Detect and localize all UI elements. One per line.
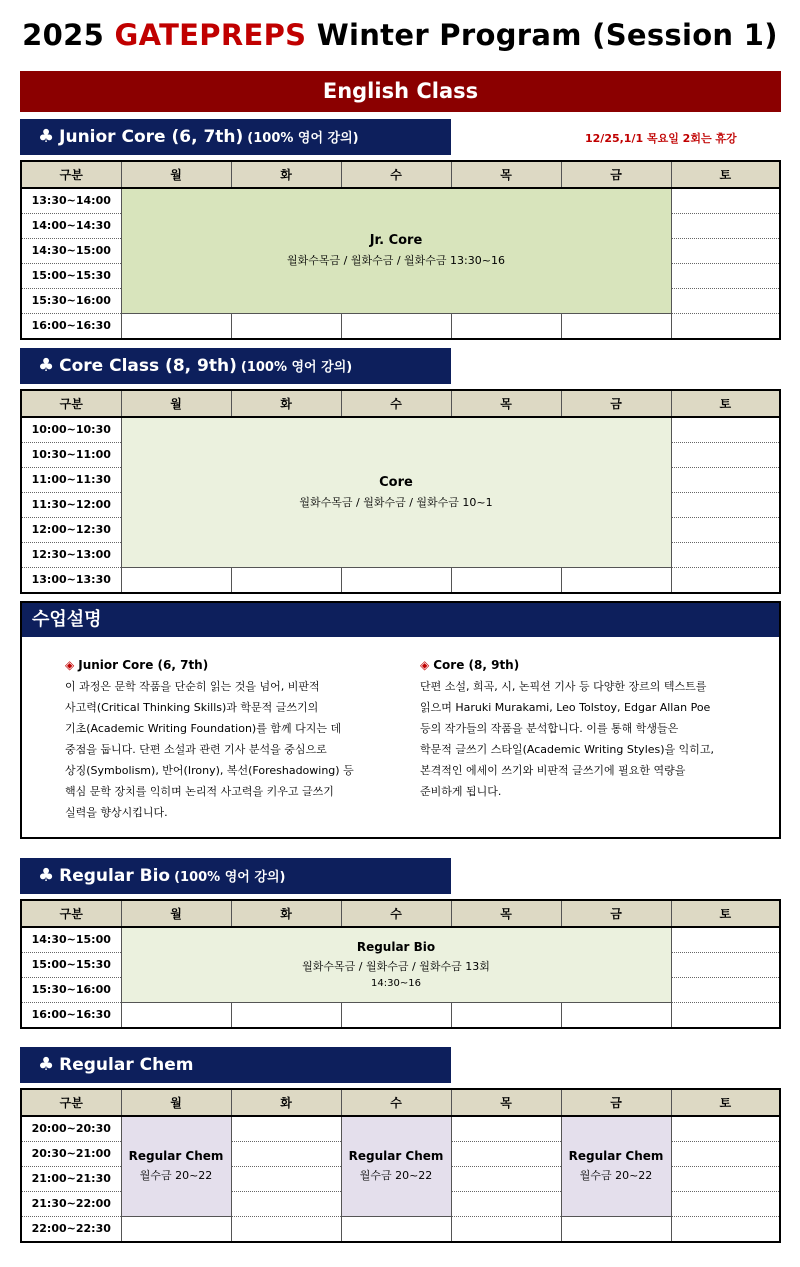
schedule-cell xyxy=(451,1002,561,1027)
time-cell: 22:00~22:30 xyxy=(22,1216,121,1241)
schedule-cell xyxy=(561,313,671,338)
header-cell: 수 xyxy=(341,391,451,417)
schedule-cell xyxy=(341,1002,451,1027)
schedule-cell xyxy=(231,313,341,338)
core-class-schedule xyxy=(20,389,781,594)
header-cell: 토 xyxy=(671,901,779,927)
schedule-cell xyxy=(671,213,779,238)
schedule-cell xyxy=(231,1116,341,1141)
header-cell: 수 xyxy=(341,1090,451,1116)
schedule-cell xyxy=(671,567,779,592)
header-cell: 구분 xyxy=(22,901,121,927)
time-cell: 14:00~14:30 xyxy=(22,213,121,238)
header-cell: 수 xyxy=(341,901,451,927)
chem-block-mon: Regular Chem 월수금 20~22 xyxy=(121,1116,231,1216)
time-cell: 15:30~16:00 xyxy=(22,977,121,1002)
regular-chem-schedule xyxy=(20,1088,781,1243)
time-cell: 11:00~11:30 xyxy=(22,467,121,492)
schedule-cell xyxy=(561,1216,671,1241)
schedule-cell xyxy=(451,567,561,592)
junior-core-heading: ♣ Junior Core (6, 7th) (100% 영어 강의) xyxy=(20,119,451,155)
schedule-cell xyxy=(341,567,451,592)
schedule-cell xyxy=(671,542,779,567)
brand-name: GATEPREPS xyxy=(114,18,307,52)
time-cell: 11:30~12:00 xyxy=(22,492,121,517)
club-icon: ♣ xyxy=(38,355,55,376)
core-description: ◈ Core (8, 9th) 단편 소설, 희곡, 시, 논픽션 기사 등 다양한 장르의 텍스트를 읽으며 Haruki Murakami, Leo Tolstoy, Edgar Allan Poe 등의 작가들의 작품을 분석합니다. 이를 통해 학생들은 학문적 글쓰기 스타일(Academic Writing Styles)을 익히고, 본격적인 에세이 쓰기와 비판적 글쓰기에 필요한 역량을 준비하게 됩니다. xyxy=(420,658,715,798)
time-cell: 15:00~15:30 xyxy=(22,952,121,977)
time-cell: 16:00~16:30 xyxy=(22,313,121,338)
schedule-cell xyxy=(671,927,779,952)
header-cell: 목 xyxy=(451,391,561,417)
time-cell: 10:30~11:00 xyxy=(22,442,121,467)
schedule-cell xyxy=(671,313,779,338)
page-title: 2025 GATEPREPS Winter Program (Session 1) xyxy=(22,18,778,52)
schedule-cell xyxy=(121,567,231,592)
schedule-cell xyxy=(121,1216,231,1241)
schedule-cell xyxy=(451,1116,561,1141)
junior-core-schedule xyxy=(20,160,781,340)
core-class-heading: ♣ Core Class (8, 9th) (100% 영어 강의) xyxy=(20,348,451,384)
club-icon: ♣ xyxy=(38,1054,55,1075)
chem-block-fri: Regular Chem 월수금 20~22 xyxy=(561,1116,671,1216)
schedule-cell xyxy=(231,1191,341,1216)
time-cell: 21:00~21:30 xyxy=(22,1166,121,1191)
header-cell: 토 xyxy=(671,391,779,417)
time-cell: 15:00~15:30 xyxy=(22,263,121,288)
schedule-cell xyxy=(671,417,779,442)
chem-block-wed: Regular Chem 월수금 20~22 xyxy=(341,1116,451,1216)
regular-bio-heading: ♣ Regular Bio (100% 영어 강의) xyxy=(20,858,451,894)
regular-chem-heading: ♣ Regular Chem xyxy=(20,1047,451,1083)
schedule-cell xyxy=(451,313,561,338)
schedule-cell xyxy=(671,467,779,492)
schedule-cell xyxy=(671,1191,779,1216)
jr-core-block: Jr. Core 월화수목금 / 월화수금 / 월화수금 13:30~16 xyxy=(121,188,671,313)
schedule-cell xyxy=(561,1002,671,1027)
schedule-cell xyxy=(671,517,779,542)
header-cell: 월 xyxy=(121,162,231,188)
header-cell: 화 xyxy=(231,901,341,927)
header-cell: 목 xyxy=(451,901,561,927)
schedule-cell xyxy=(671,288,779,313)
schedule-cell xyxy=(671,952,779,977)
header-cell: 토 xyxy=(671,1090,779,1116)
description-heading: 수업설명 xyxy=(22,603,779,637)
schedule-cell xyxy=(671,263,779,288)
header-cell: 토 xyxy=(671,162,779,188)
time-cell: 12:00~12:30 xyxy=(22,517,121,542)
time-cell: 20:00~20:30 xyxy=(22,1116,121,1141)
header-cell: 수 xyxy=(341,162,451,188)
schedule-cell xyxy=(121,313,231,338)
schedule-cell xyxy=(341,313,451,338)
schedule-cell xyxy=(671,1116,779,1141)
header-cell: 금 xyxy=(561,1090,671,1116)
schedule-cell xyxy=(671,238,779,263)
schedule-cell xyxy=(671,1002,779,1027)
regular-bio-block: Regular Bio 월화수목금 / 월화수금 / 월화수금 13회 14:30~16 xyxy=(121,927,671,1002)
schedule-cell xyxy=(451,1166,561,1191)
junior-description: ◈ Junior Core (6, 7th) 이 과정은 문학 작품을 단순히 읽는 것을 넘어, 비판적 사고력(Critical Thinking Skills)과 학문적 글쓰기의 기초(Academic Writing Foundation)를 함께 다지는 데 중점을 둡니다. 단편 소설과 관련 기사 분석을 중심으로 상징(Symbolism), 반어(Irony), 복선(Foreshadowing) 등 핵심 문학 장치를 익히며 논리적 사고력을 키우고 글쓰기 실력을 향상시킵니다. xyxy=(65,658,354,819)
schedule-cell xyxy=(121,1002,231,1027)
schedule-cell xyxy=(231,1216,341,1241)
schedule-cell xyxy=(451,1216,561,1241)
diamond-icon: ◈ xyxy=(420,658,430,672)
schedule-cell xyxy=(231,567,341,592)
header-cell: 목 xyxy=(451,162,561,188)
schedule-cell xyxy=(341,1216,451,1241)
holiday-notice: 12/25,1/1 목요일 2회는 휴강 xyxy=(585,132,737,145)
header-cell: 월 xyxy=(121,391,231,417)
schedule-cell xyxy=(671,188,779,213)
schedule-cell xyxy=(451,1141,561,1166)
time-cell: 10:00~10:30 xyxy=(22,417,121,442)
time-cell: 13:00~13:30 xyxy=(22,567,121,592)
class-description xyxy=(20,601,781,839)
header-cell: 구분 xyxy=(22,1090,121,1116)
schedule-cell xyxy=(561,567,671,592)
time-cell: 21:30~22:00 xyxy=(22,1191,121,1216)
header-cell: 화 xyxy=(231,1090,341,1116)
header-cell: 월 xyxy=(121,1090,231,1116)
schedule-cell xyxy=(671,492,779,517)
diamond-icon: ◈ xyxy=(65,658,75,672)
header-cell: 구분 xyxy=(22,162,121,188)
schedule-cell xyxy=(231,1002,341,1027)
time-cell: 13:30~14:00 xyxy=(22,188,121,213)
header-cell: 목 xyxy=(451,1090,561,1116)
club-icon: ♣ xyxy=(38,865,55,886)
schedule-cell xyxy=(671,1216,779,1241)
core-block: Core 월화수목금 / 월화수금 / 월화수금 10~1 xyxy=(121,417,671,567)
header-cell: 화 xyxy=(231,391,341,417)
schedule-cell xyxy=(231,1166,341,1191)
time-cell: 20:30~21:00 xyxy=(22,1141,121,1166)
time-cell: 14:30~15:00 xyxy=(22,238,121,263)
time-cell: 14:30~15:00 xyxy=(22,927,121,952)
header-cell: 구분 xyxy=(22,391,121,417)
schedule-cell xyxy=(671,1166,779,1191)
schedule-cell xyxy=(671,442,779,467)
time-cell: 15:30~16:00 xyxy=(22,288,121,313)
schedule-cell xyxy=(451,1191,561,1216)
schedule-cell xyxy=(671,1141,779,1166)
schedule-cell xyxy=(671,977,779,1002)
header-cell: 금 xyxy=(561,162,671,188)
header-cell: 화 xyxy=(231,162,341,188)
header-cell: 금 xyxy=(561,901,671,927)
class-banner: English Class xyxy=(20,71,781,112)
regular-bio-schedule xyxy=(20,899,781,1029)
time-cell: 16:00~16:30 xyxy=(22,1002,121,1027)
club-icon: ♣ xyxy=(38,126,55,147)
header-cell: 금 xyxy=(561,391,671,417)
schedule-cell xyxy=(231,1141,341,1166)
time-cell: 12:30~13:00 xyxy=(22,542,121,567)
header-cell: 월 xyxy=(121,901,231,927)
